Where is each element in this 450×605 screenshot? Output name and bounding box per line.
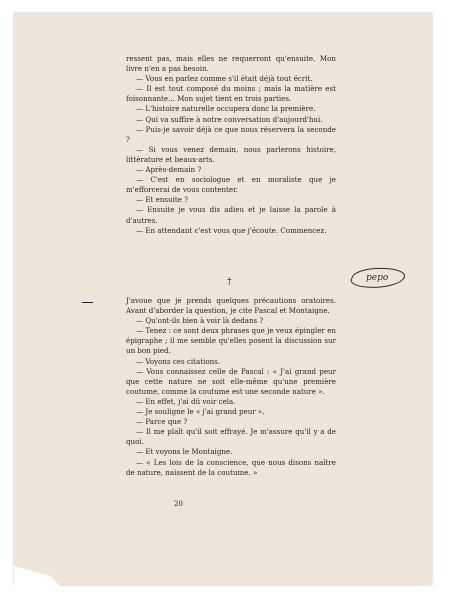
paragraph: — Parce que ?	[136, 417, 188, 427]
paragraph: — Qu'ont-ils bien à voir là dedans ?	[136, 316, 264, 326]
text-block-bottom	[126, 296, 336, 478]
paragraph: — Et ensuite ?	[136, 195, 188, 205]
handwritten-stamp	[346, 262, 410, 292]
paragraph: — Après-demain ?	[136, 165, 202, 175]
margin-dash-mark	[82, 302, 93, 303]
paragraph: — En effet, j'ai dû voir cela.	[136, 396, 236, 406]
paragraph: — Vous connaissez celle de Pascal : « J'ai grand peur que cette nature ne soit elle-même qu'une première coutume, comme la coutume est une seconde nature ».	[126, 366, 336, 396]
cross-mark: †	[227, 277, 232, 287]
paragraph: J'avoue que je prends quelques précautions oratoires. Avant d'aborder la question, je cite Pascal et Montaigne.	[126, 296, 336, 316]
paragraph: ressent pas, mais elles ne requerront qu'ensuite. Mon livre n'en a pas besoin.	[126, 54, 336, 74]
paragraph: — C'est en sociologue et en moraliste que je m'efforcerai de vous contenter.	[126, 175, 336, 195]
paragraph: — Il est tout composé du moins ; mais la matière est foisonnante... Mon sujet tient en trois parties.	[126, 84, 336, 104]
paragraph: — Et voyons le Montaigne.	[136, 447, 233, 457]
stamp-label: pepo	[366, 273, 389, 283]
page-number: 20	[174, 500, 183, 508]
paragraph: — Je souligne le « j'ai grand peur ».	[136, 407, 265, 417]
paragraph: — Si vous venez demain, nous parlerons histoire, littérature et beaux-arts.	[126, 144, 336, 164]
paragraph: — En attendant c'est vous que j'écoute. Commencez.	[136, 225, 327, 235]
paragraph: — Vous en parlez comme s'il était déjà tout écrit.	[136, 74, 313, 84]
paragraph: — Voyons ces citations.	[136, 356, 221, 366]
paragraph: — Puis-je savoir déjà ce que nous réservera la seconde ?	[126, 124, 336, 144]
text-block-top	[126, 54, 336, 236]
paragraph: — Il me plaît qu'il soit effrayé. Je m'assure qu'il y a de quoi.	[126, 427, 336, 447]
paragraph: — Tenez : ce sont deux phrases que je veux épingler en épigraphe ; il me semble qu'elles posent la discussion sur un bon pied.	[126, 326, 336, 356]
paragraph: — « Les lois de la conscience, que nous disons naître de nature, naissent de la coutume. »	[126, 457, 336, 477]
paragraph: — Qui va suffire à notre conversation d'aujourd'hui.	[136, 114, 323, 124]
paragraph: — L'histoire naturelle occupera donc la première.	[136, 104, 316, 114]
paragraph: — Ensuite je vous dis adieu et je laisse la parole à d'autres.	[126, 205, 336, 225]
